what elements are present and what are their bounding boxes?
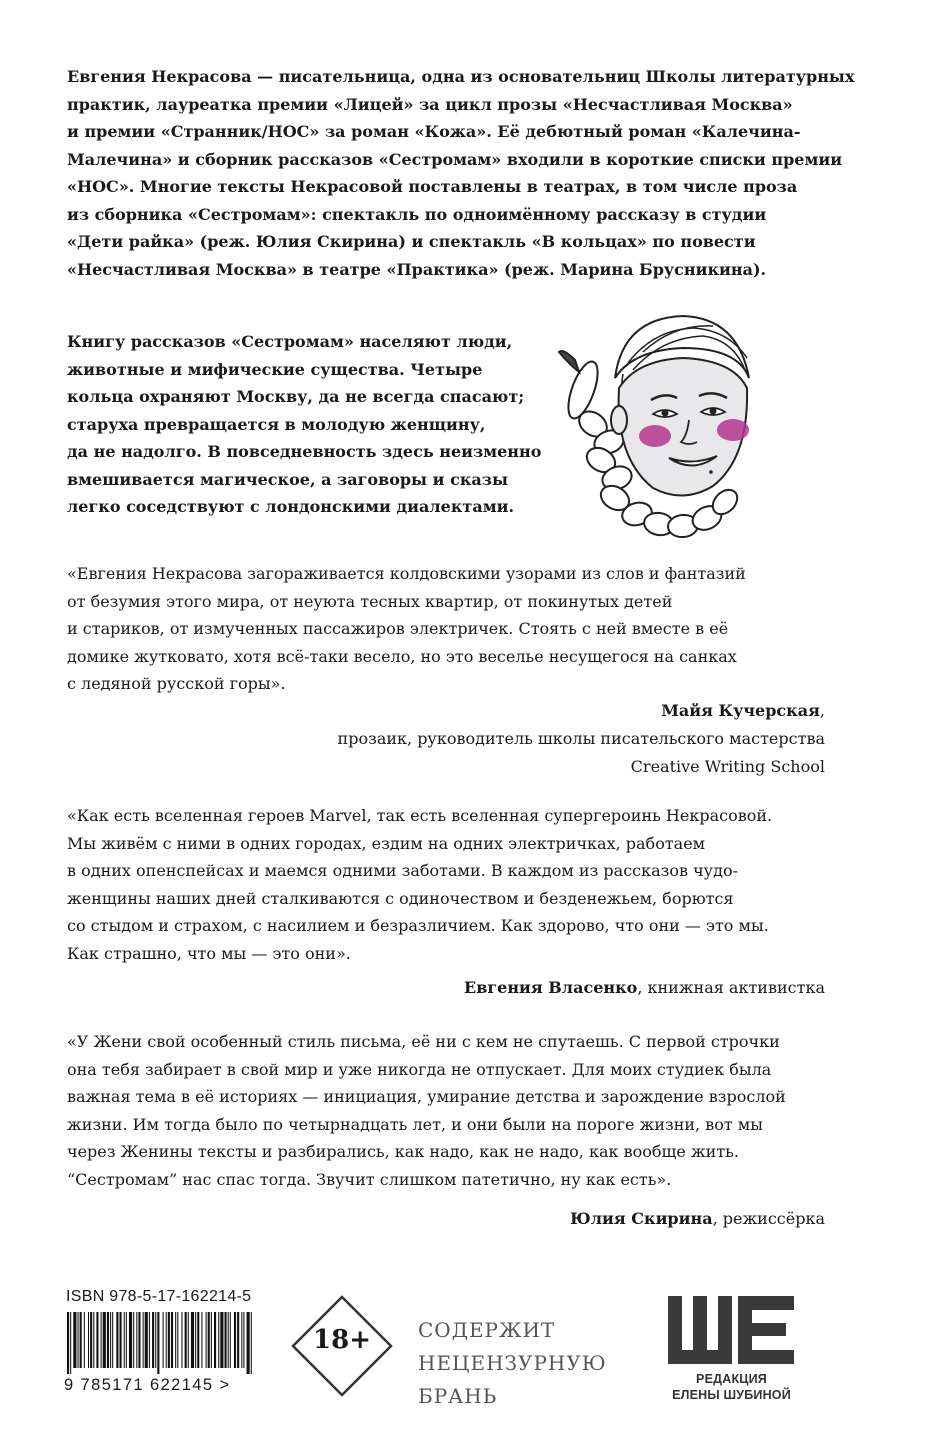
barcode-stripe bbox=[181, 1312, 182, 1368]
quote-line: в одних опенспейсах и маемся одними заботами. В каждом из рассказов чудо- bbox=[67, 861, 738, 880]
description-line: старуха превращается в молодую женщину, bbox=[67, 414, 486, 434]
girl-with-braid-illustration bbox=[553, 308, 783, 540]
barcode-stripe bbox=[234, 1312, 236, 1368]
barcode-stripe bbox=[73, 1312, 76, 1368]
barcode-stripe bbox=[78, 1312, 79, 1368]
barcode-image bbox=[66, 1312, 252, 1374]
barcode-stripe bbox=[126, 1312, 127, 1368]
barcode-stripe bbox=[251, 1312, 252, 1374]
barcode-stripe bbox=[168, 1312, 170, 1368]
quote-line: она тебя забирает в свой мир и уже никогда не отпускает. Для моих студиек была bbox=[67, 1059, 772, 1079]
barcode-stripe bbox=[101, 1312, 102, 1368]
book-description bbox=[67, 328, 542, 521]
barcode-stripe bbox=[110, 1312, 111, 1368]
quote-line: от безумия этого мира, от неуюта тесных квартир, от покинутых детей bbox=[67, 591, 673, 611]
isbn-label: ISBN 978-5-17-162214-5 bbox=[66, 1288, 252, 1305]
quote-line: Мы живём с ними в одних городах, ездим на одних электричках, работаем bbox=[67, 833, 706, 853]
description-line: да не надолго. В повседневность здесь неизменно bbox=[67, 442, 542, 461]
age-rating-label: 18+ bbox=[313, 1325, 371, 1355]
barcode-stripe bbox=[67, 1312, 69, 1374]
barcode-stripe bbox=[243, 1312, 244, 1368]
barcode-stripe bbox=[220, 1312, 223, 1368]
barcode-stripe bbox=[237, 1312, 239, 1368]
review-quote-skirina bbox=[67, 1028, 827, 1193]
description-line: Книгу рассказов «Сестромам» населяют люди, bbox=[67, 332, 513, 351]
quote-author: Майя Кучерская, bbox=[661, 701, 825, 720]
barcode-stripe bbox=[208, 1312, 210, 1368]
quote-line: «Евгения Некрасова загораживается колдовскими узорами из слов и фантазий bbox=[67, 564, 746, 583]
warning-line: НЕЦЕНЗУРНУЮ bbox=[418, 1351, 607, 1375]
barcode-stripe bbox=[120, 1312, 122, 1368]
barcode-stripe bbox=[171, 1312, 173, 1368]
quote-line: “Сестромам” нас спас тогда. Звучит слишком патетично, ну как есть». bbox=[67, 1169, 672, 1189]
author-role: Creative Writing School bbox=[630, 757, 825, 776]
barcode-stripe bbox=[195, 1312, 196, 1368]
publisher-logo-icon bbox=[668, 1292, 796, 1368]
barcode-stripe bbox=[70, 1312, 71, 1374]
barcode-stripe bbox=[197, 1312, 199, 1368]
author-name: Евгения Власенко bbox=[464, 978, 638, 997]
barcode-stripe bbox=[136, 1312, 137, 1368]
barcode-stripe bbox=[228, 1312, 229, 1368]
bio-line: «Дети райка» (реж. Юлия Скирина) и спектакль «В кольцах» по повести bbox=[67, 232, 756, 251]
barcode-stripe bbox=[149, 1312, 150, 1368]
barcode-stripe bbox=[152, 1312, 154, 1368]
description-line: кольца охраняют Москву, да не всегда спасают; bbox=[67, 387, 525, 406]
barcode-stripe bbox=[93, 1312, 94, 1368]
quote-line: важная тема в её историях — инициация, умирание детства и зарождение взрослой bbox=[67, 1087, 786, 1106]
publisher-name bbox=[664, 1371, 799, 1403]
barcode-stripe bbox=[241, 1312, 242, 1368]
barcode-stripe bbox=[166, 1312, 167, 1368]
barcode-stripe bbox=[191, 1312, 194, 1368]
barcode-stripe bbox=[84, 1312, 85, 1368]
author-name: Юлия Скирина bbox=[570, 1209, 713, 1228]
barcode-stripe bbox=[103, 1312, 106, 1368]
quote-author: Юлия Скирина, режиссёрка bbox=[570, 1209, 825, 1228]
barcode-stripe bbox=[107, 1312, 109, 1368]
quote-line: с ледяной русской горы». bbox=[67, 674, 286, 693]
warning-line: БРАНЬ bbox=[418, 1384, 498, 1408]
barcode-stripe bbox=[145, 1312, 148, 1368]
isbn-barcode-block bbox=[64, 1288, 264, 1394]
barcode-stripe bbox=[96, 1312, 98, 1368]
barcode-stripe bbox=[225, 1312, 227, 1368]
barcode-stripe bbox=[143, 1312, 144, 1368]
barcode-stripe bbox=[157, 1312, 159, 1374]
barcode-stripe bbox=[206, 1312, 207, 1368]
barcode-stripe bbox=[129, 1312, 132, 1368]
quote-line: через Женины тексты и разбирались, как надо, как не надо, как вообще жить. bbox=[67, 1142, 739, 1161]
publisher-line: ЕЛЕНЫ ШУБИНОЙ bbox=[672, 1388, 791, 1402]
quote-line: со стыдом и страхом, с насилием и безразличием. Как здорово, что они — это мы. bbox=[67, 916, 769, 935]
barcode-stripe bbox=[88, 1312, 89, 1368]
quote-line: домике жутковато, хотя всё-таки весело, но это веселье несущегося на санках bbox=[67, 646, 737, 666]
bio-line: и премии «Странник/НОС» за роман «Кожа». Её дебютный роман «Калечина- bbox=[67, 122, 801, 141]
barcode-number: 9 785171 622145 > bbox=[64, 1376, 231, 1394]
barcode-stripe bbox=[188, 1312, 189, 1368]
quote-author: Евгения Власенко, книжная активистка bbox=[464, 978, 825, 997]
barcode-stripe bbox=[177, 1312, 178, 1368]
bio-line: из сборника «Сестромам»: спектакль по одноимённому рассказу в студии bbox=[67, 204, 767, 224]
quote-line: женщины наших дней сталкиваются с одиночеством и безденежьем, борются bbox=[67, 888, 734, 908]
barcode-stripe bbox=[230, 1312, 231, 1368]
barcode-stripe bbox=[155, 1312, 156, 1368]
barcode-stripe bbox=[116, 1312, 118, 1368]
author-role: книжная активистка bbox=[647, 978, 825, 997]
barcode-stripe bbox=[163, 1312, 164, 1368]
quote-line: «Как есть вселенная героев Marvel, так есть вселенная супергероинь Некрасовой. bbox=[67, 806, 773, 825]
quote-line: Как страшно, что мы — это они». bbox=[67, 943, 351, 963]
barcode-stripe bbox=[133, 1312, 134, 1368]
barcode-stripe bbox=[90, 1312, 92, 1368]
bio-line: практик, лауреатка премии «Лицей» за цикл прозы «Несчастливая Москва» bbox=[67, 94, 793, 114]
review-quote-vlasenko bbox=[67, 802, 827, 967]
quote-line: жизни. Им тогда было по четырнадцать лет, и они были на пороге жизни, вот мы bbox=[67, 1114, 763, 1134]
author-role: прозаик, руководитель школы писательского мастерства bbox=[337, 729, 825, 748]
publisher-line: РЕДАКЦИЯ bbox=[696, 1372, 767, 1386]
barcode-stripe bbox=[214, 1312, 216, 1368]
barcode-stripe bbox=[175, 1312, 176, 1368]
quote-line: и стариков, от измученных пассажиров электричек. Стоять с ней вместе в её bbox=[67, 619, 729, 638]
bio-line: «НОС». Многие тексты Некрасовой поставлены в театрах, в том числе проза bbox=[67, 177, 798, 196]
barcode-stripe bbox=[218, 1312, 219, 1368]
description-line: легко соседствуют с лондонскими диалектами. bbox=[67, 497, 515, 516]
content-warning bbox=[418, 1314, 607, 1413]
warning-line: СОДЕРЖИТ bbox=[418, 1318, 556, 1342]
review-quote-kucherskaya bbox=[67, 560, 827, 698]
bio-line: «Несчастливая Москва» в театре «Практика» (реж. Марина Брусникина). bbox=[67, 259, 767, 279]
barcode-stripe bbox=[211, 1312, 212, 1368]
quote-line: «У Жени свой особенный стиль письма, её ни с кем не спутаешь. С первой строчки bbox=[67, 1032, 780, 1051]
barcode-stripe bbox=[112, 1312, 113, 1368]
barcode-stripe bbox=[185, 1312, 187, 1368]
author-name: Майя Кучерская bbox=[661, 701, 820, 720]
barcode-stripe bbox=[247, 1312, 250, 1374]
bio-line: Евгения Некрасова — писательница, одна из основательниц Школы литературных bbox=[67, 67, 855, 86]
author-role: режиссёрка bbox=[722, 1209, 825, 1228]
description-line: животные и мифические существа. Четыре bbox=[67, 359, 483, 379]
barcode-stripe bbox=[124, 1312, 125, 1368]
author-bio bbox=[67, 63, 855, 283]
barcode-stripe bbox=[201, 1312, 202, 1368]
barcode-stripe bbox=[138, 1312, 140, 1368]
barcode-stripe bbox=[80, 1312, 82, 1368]
bio-line: Малечина» и сборник рассказов «Сестромам» входили в короткие списки премии bbox=[67, 149, 843, 169]
description-line: вмешивается магическое, а заговоры и сказы bbox=[67, 469, 509, 489]
